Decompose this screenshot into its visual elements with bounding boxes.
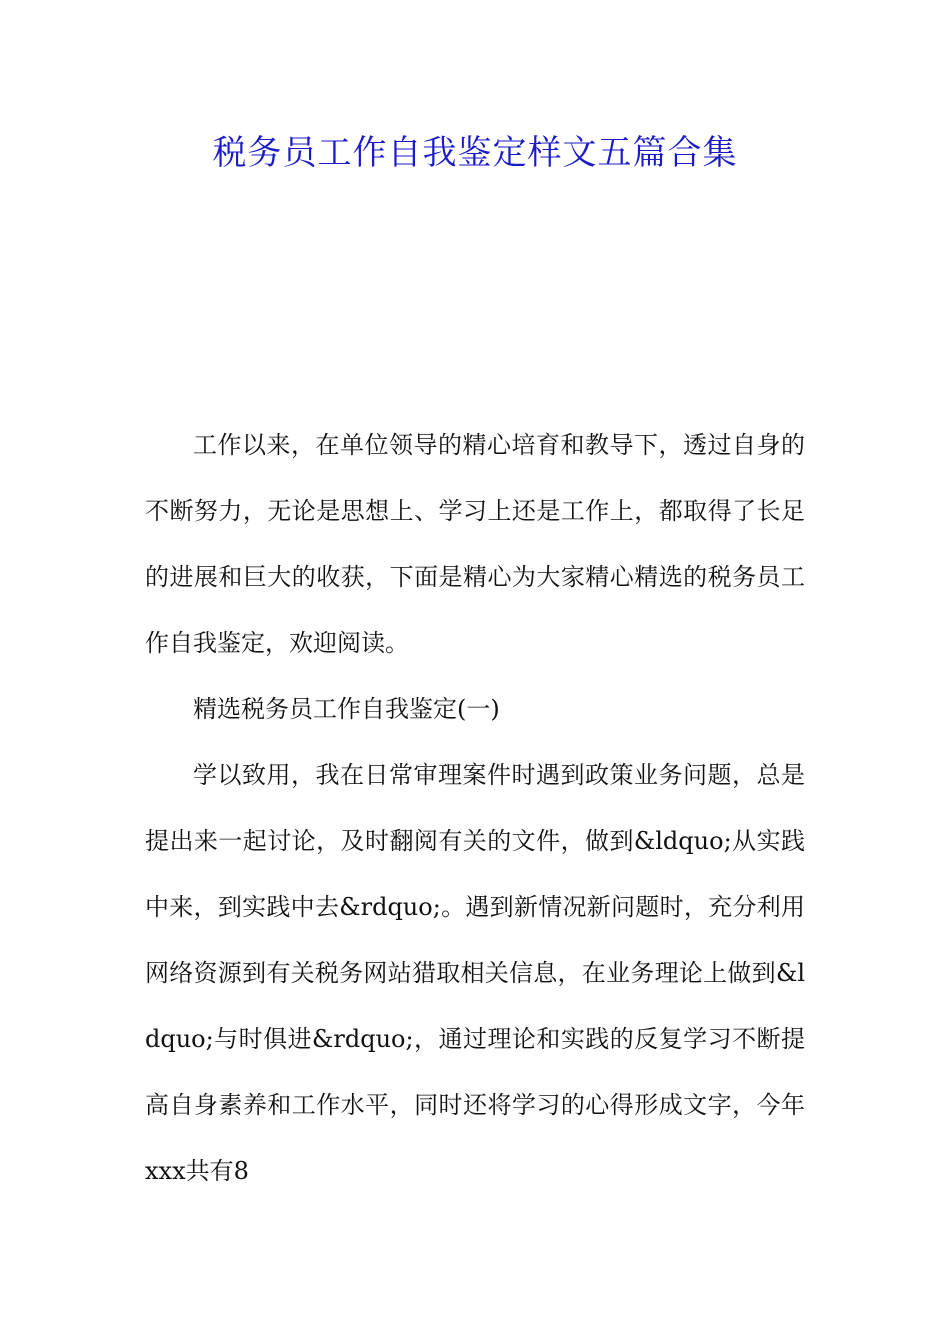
section-heading: 精选税务员工作自我鉴定(一) [193, 695, 500, 723]
document-title: 税务员工作自我鉴定样文五篇合集 [212, 133, 738, 173]
document-body [145, 412, 805, 1204]
intro-paragraph: 工作以来，在单位领导的精心培育和教导下，透过自身的不断努力，无论是思想上、学习上还是工作上，都取得了长足的进展和巨大的收获，下面是精心为大家精心精选的税务员工作自我鉴定，欢迎阅读。 [145, 431, 805, 657]
body-paragraph: 学以致用，我在日常审理案件时遇到政策业务问题，总是提出来一起讨论，及时翻阅有关的文件，做到&ldquo;从实践中来，到实践中去&rdquo;。遇到新情况新问题时，充分利用网络资源到有关税务网站猎取相关信息，在业务理论上做到&ldquo;与时俱进&rdquo;，通过理论和实践的反复学习不断提高自身素养和工作水平，同时还将学习的心得形成文字，今年xxx共有8 [145, 761, 805, 1185]
